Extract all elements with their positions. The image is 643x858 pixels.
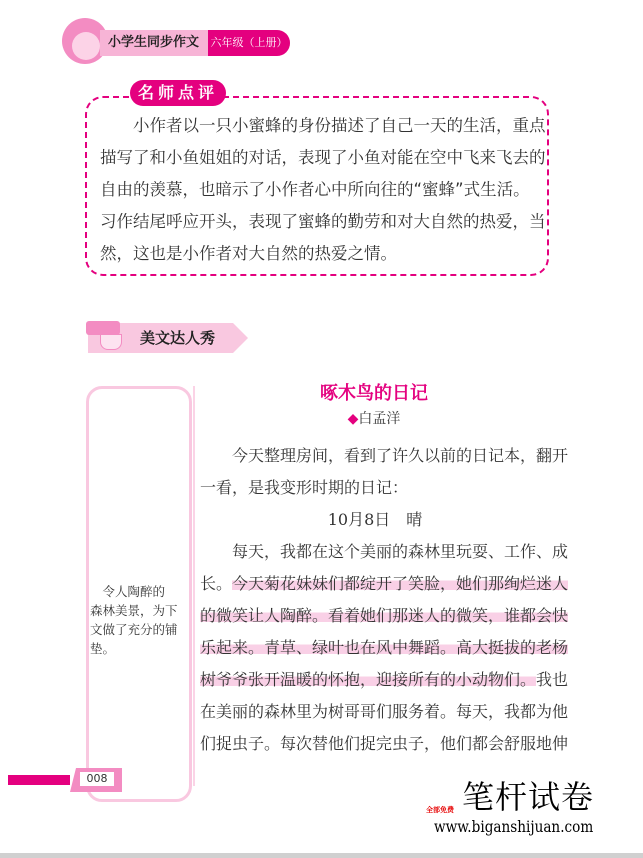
- article-body: [200, 440, 569, 760]
- article-line: [200, 664, 569, 696]
- text: 我也: [536, 670, 569, 689]
- teacup-icon: [100, 334, 122, 350]
- watermark-free: 全部免费: [426, 806, 454, 814]
- comment-line: 描写了和小鱼姐姐的对话，表现了小鱼对能在空中飞来飞去的: [100, 148, 546, 167]
- article-line: [200, 472, 550, 504]
- diamond-icon: ◆: [347, 411, 359, 427]
- grade-label: 六年级（上册）: [208, 30, 290, 56]
- note-line: 垫。: [90, 641, 116, 656]
- highlighted-text: 今天菊花妹妹们都绽开了笑脸，她们那绚烂迷人: [232, 574, 569, 593]
- watermark-url: www.biganshijuan.com: [434, 817, 594, 836]
- note-line: 文做了充分的铺: [90, 622, 178, 637]
- annotation-note: [90, 582, 186, 658]
- diary-date: 10月8日 晴: [327, 510, 423, 529]
- watermark-title: 笔杆试卷: [462, 778, 595, 816]
- article-line: [200, 696, 569, 728]
- bottom-border: [0, 853, 643, 858]
- comment-line: 习作结尾呼应开头，表现了蜜蜂的勤劳和对大自然的热爱，当: [100, 212, 546, 231]
- section-title: 美文达人秀: [140, 329, 216, 347]
- highlighted-text: 的微笑让人陶醉。看着她们那迷人的微笑，谁都会快: [200, 606, 569, 625]
- highlighted-text: 树爷爷张开温暖的怀抱，迎接所有的小动物们。: [200, 670, 537, 689]
- article-author: [200, 409, 548, 429]
- article-line: [200, 632, 569, 664]
- article-line: [200, 440, 569, 472]
- text: 们捉虫子。每次替他们捉完虫子，他们都会舒服地伸: [200, 734, 569, 753]
- article-line: [200, 728, 569, 760]
- divider: [193, 386, 195, 786]
- text: 每天，我都在这个美丽的森林里玩耍、工作、成: [200, 542, 569, 561]
- highlighted-text: 乐起来。青草、绿叶也在风中舞蹈。高大挺拔的老杨: [200, 638, 569, 657]
- comment-line: 自由的羡慕，也暗示了小作者心中所向往的“蜜蜂”式生活。: [100, 180, 530, 199]
- page-number: 008: [80, 772, 114, 786]
- note-line: 森林美景，为下: [90, 603, 178, 618]
- article-line: [200, 536, 569, 568]
- article-line: [200, 504, 550, 536]
- article-line: [200, 600, 569, 632]
- comment-line: 小作者以一只小蜜蜂的身份描述了自己一天的生活，重点: [100, 116, 546, 135]
- author-name: 白孟洋: [358, 411, 401, 427]
- text: 一看，是我变形时期的日记：: [200, 478, 409, 497]
- books-icon: [86, 321, 120, 335]
- teacher-comment-badge: 名师点评: [130, 80, 226, 106]
- series-title: 小学生同步作文: [108, 35, 200, 50]
- page-strip: [8, 775, 70, 785]
- text: 长。: [200, 574, 233, 593]
- article-title: 啄木鸟的日记: [320, 383, 428, 404]
- text: 今天整理房间，看到了许久以前的日记本，翻开: [200, 446, 569, 465]
- text: 在美丽的森林里为树哥哥们服务着。每天，我都为他: [200, 702, 569, 721]
- note-line: 令人陶醉的: [90, 584, 166, 599]
- teacher-comment-text: [100, 110, 546, 270]
- comment-line: 然，这也是小作者对大自然的热爱之情。: [100, 244, 397, 263]
- article-line: [200, 568, 569, 600]
